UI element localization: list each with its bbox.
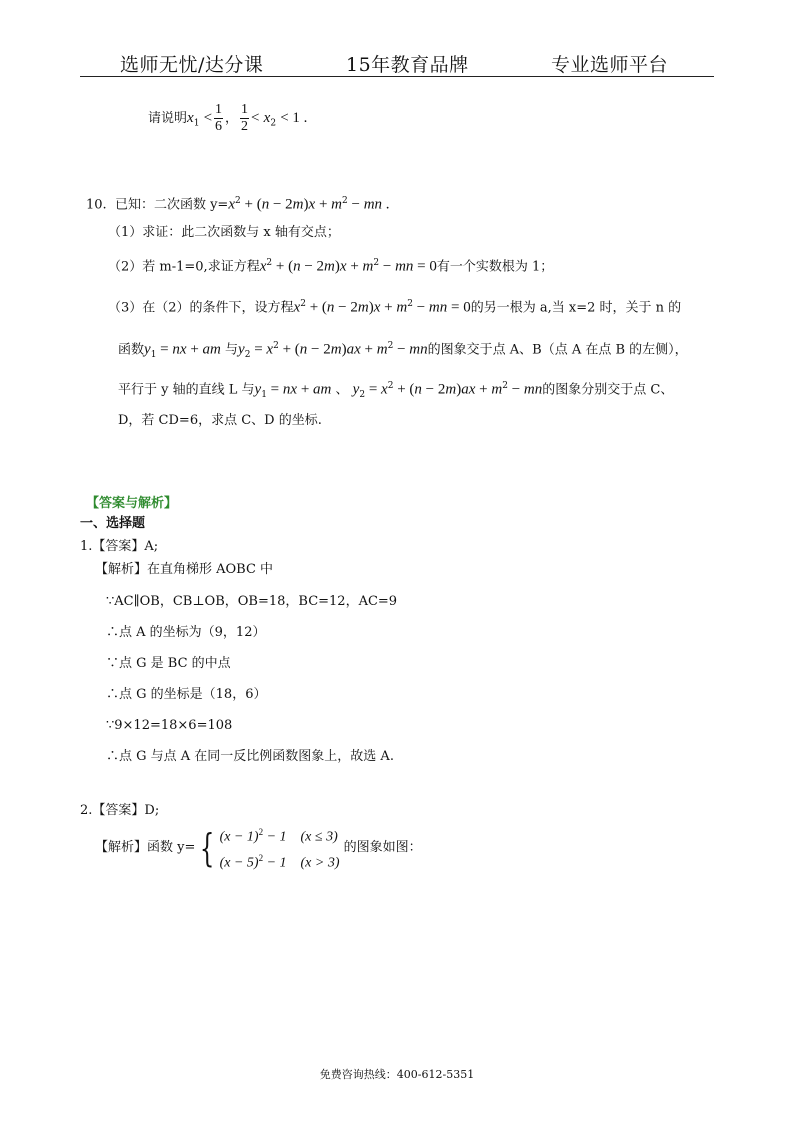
q10-part3-d-c: 的图象分别交于点 C、 <box>542 382 674 398</box>
header-divider <box>80 76 714 77</box>
answer1-line: ∵9×12=18×6=108 <box>106 718 233 733</box>
q10-part3-d-b: 、 <box>335 382 349 398</box>
answers-heading: 【答案与解析】 <box>86 496 178 511</box>
q10-part3-line1: （3）在（2）的条件下，设方程$x^2 + (n - 2m)x + m^2$ − mn = 0的另一根为 a,当 x=2 时，关于 n 的 <box>108 299 682 316</box>
left-brace-icon: { <box>200 825 215 870</box>
page-header <box>0 50 794 76</box>
q10-part3-c-c: 的图象交于点 A、B（点 A 在点 B 的左侧）， <box>427 342 688 358</box>
answer1-line: ∵点 G 是 BC 的中点 <box>106 656 231 671</box>
q10-intro-text: 已知：二次函数 y= <box>114 197 229 213</box>
header-right: 专业选师平台 <box>551 54 669 76</box>
q10-number: 10. <box>86 197 107 213</box>
q10-part1: （1）求证：此二次函数与 x 轴有交点； <box>108 225 340 240</box>
answer1-line: ∴点 G 的坐标是（18，6） <box>106 687 267 702</box>
q10-intro: 10. 已知：二次函数 $y=x^2 + (n - 2m)x + m^2$ − mn . <box>86 196 390 213</box>
q10-part3-c-a: 函数 <box>118 342 145 358</box>
q10-part2-a: （2）若 m-1=0,求证方程 <box>108 259 260 275</box>
q10-part2: （2）若 m-1=0,求证方程$x^2 + (n - 2m)x + m^2$ − mn = 0有一个实数根为 1； <box>108 258 554 275</box>
q10-part3-line4: D，若 CD=6，求点 C、D 的坐标. <box>118 413 322 428</box>
q10-part3-b: 的另一根为 a,当 x=2 时，关于 n 的 <box>470 300 682 316</box>
q10-part2-b: 有一个实数根为 1； <box>436 259 554 275</box>
answer1-line: 【解析】在直角梯形 AOBC 中 <box>95 562 274 577</box>
q10-part3-line3: 平行于 y 轴的直线 L 与$y_1$ = nx + am 、 $y_2 = x^2 + (n - 2m)ax + m^2$ − mn的图象分别交于点 C、 <box>118 381 674 400</box>
answer2-prefix: 【解析】函数 y= <box>95 840 196 856</box>
q9-prefix: 请说明 <box>148 111 188 126</box>
page-footer: 免费咨询热线：400-612-5351 <box>319 1068 475 1081</box>
header-center: 15年教育品牌 <box>346 54 469 76</box>
fraction-one-half: $\frac{1}{2}$ <box>241 102 249 134</box>
q10-part3-a: （3）在（2）的条件下，设方程 <box>108 300 294 316</box>
q10-part3-c-b: 与 <box>225 342 239 358</box>
piecewise-cases: $(x - 1)^2 - 1$ (x ≤ 3) $(x - 5)^2 - 1$ (x > 3) <box>219 827 340 871</box>
answer1-line: ∴点 G 与点 A 在同一反比例函数图象上，故选 A. <box>106 749 394 764</box>
answer2-label: 2.【答案】D; <box>80 803 160 818</box>
section-title: 一、选择题 <box>80 516 146 531</box>
answer2-suffix: 的图象如图： <box>343 840 422 856</box>
q10-part3-line2: 函数$y_1$ = nx + am 与$y_2 = x^2 + (n - 2m)ax + m^2$ − mn的图象交于点 A、B（点 A 在点 B 的左侧）， <box>118 341 688 360</box>
q9-condition: 请说明$x_1$ < $\frac{1}{6}$ ， $\frac{1}{2}$ < $x_2 < 1$ . <box>148 102 308 134</box>
answer1-label: 1.【答案】A; <box>80 539 159 554</box>
answer2-explanation <box>95 822 422 873</box>
answer1-line: ∵AC∥OB，CB⊥OB，OB=18，BC=12，AC=9 <box>106 594 398 609</box>
q10-part3-d-a: 平行于 y 轴的直线 L 与 <box>118 382 255 398</box>
fraction-one-sixth: $\frac{1}{6}$ <box>215 102 223 134</box>
answer1-line: ∴点 A 的坐标为（9，12） <box>106 625 266 640</box>
header-left: 选师无忧/达分课 <box>120 54 264 76</box>
